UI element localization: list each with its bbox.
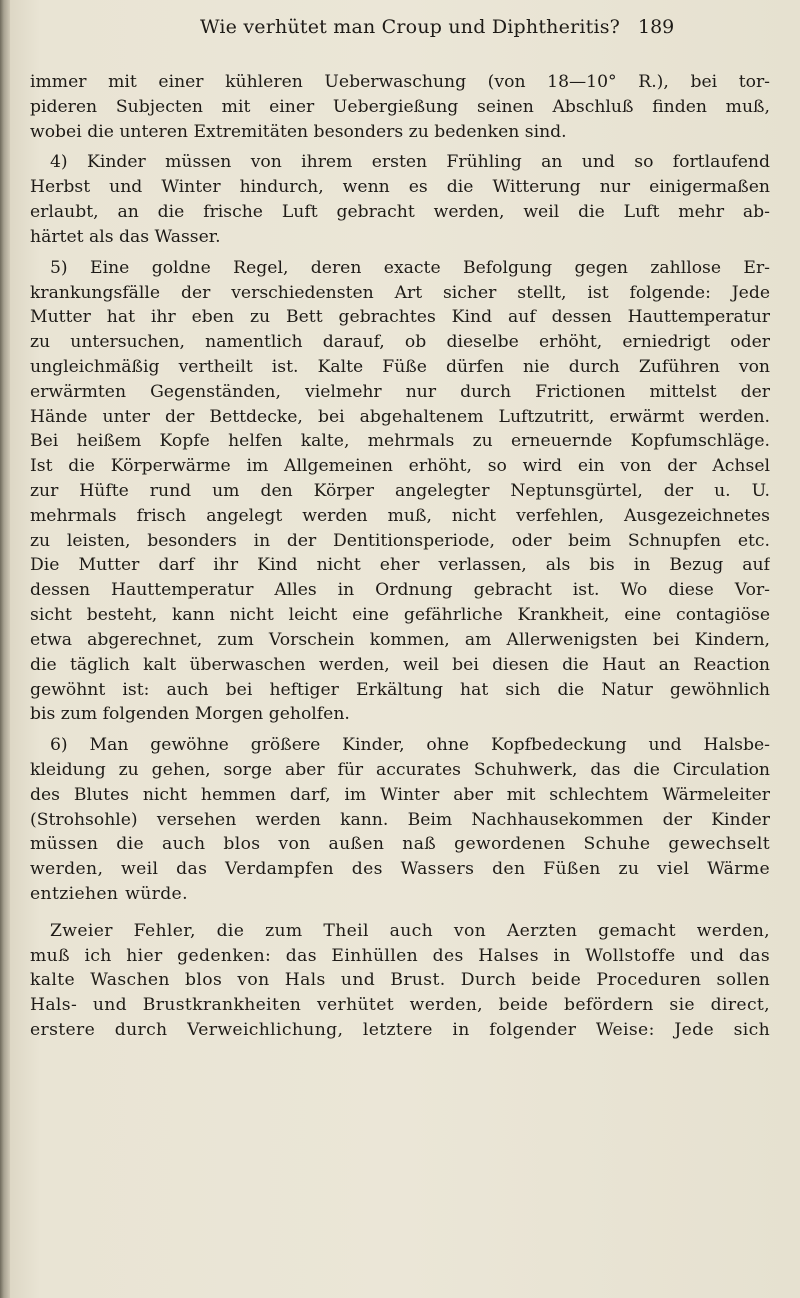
text-line: des Blutes nicht hemmen darf, im Winter aber mit schlechtem Wärmeleiter xyxy=(30,784,770,805)
text-line: zu untersuchen, namentlich darauf, ob dieselbe erhöht, erniedrigt oder xyxy=(30,332,770,353)
text-line: Bei heißem Kopfe helfen kalte, mehrmals zu erneuernde Kopfumschläge. xyxy=(30,431,770,452)
text-line: (Strohsohle) versehen werden kann. Beim Nachhausekommen der Kinder xyxy=(30,809,770,830)
running-header xyxy=(0,16,800,46)
text-line: 6) Man gewöhne größere Kinder, ohne Kopfbedeckung und Halsbe- xyxy=(50,735,770,756)
text-line: Herbst und Winter hindurch, wenn es die Witterung nur einigermaßen xyxy=(30,177,770,198)
text-line: mehrmals frisch angelegt werden muß, nicht verfehlen, Ausgezeichnetes xyxy=(30,505,770,526)
text-line: erwärmten Gegenständen, vielmehr nur durch Frictionen mittelst der xyxy=(30,381,770,402)
text-line: kalte Waschen blos von Hals und Brust. Durch beide Proceduren sollen xyxy=(30,970,770,991)
text-line: pideren Subjecten mit einer Uebergießung seinen Abschluß finden muß, xyxy=(30,96,770,117)
running-header-title: Wie verhütet man Croup und Diphtheritis? xyxy=(200,16,621,38)
text-line: Zweier Fehler, die zum Theil auch von Aerzten gemacht werden, xyxy=(50,920,770,941)
text-line: ungleichmäßig vertheilt ist. Kalte Füße dürfen nie durch Zuführen von xyxy=(30,356,770,377)
text-line: Ist die Körperwärme im Allgemeinen erhöht, so wird ein von der Achsel xyxy=(30,456,770,477)
text-line: Hände unter der Bettdecke, bei abgehaltenem Luftzutritt, erwärmt werden. xyxy=(30,406,770,427)
text-line: krankungsfälle der verschiedensten Art sicher stellt, ist folgende: Jede xyxy=(30,282,770,303)
text-line: muß ich hier gedenken: das Einhüllen des Halses in Wollstoffe und das xyxy=(30,945,770,966)
text-line: die täglich kalt überwaschen werden, weil bei diesen die Haut an Reaction xyxy=(30,654,770,675)
text-line: zu leisten, besonders in der Dentitionsperiode, oder beim Schnupfen etc. xyxy=(30,530,770,551)
text-line: Mutter hat ihr eben zu Bett gebrachtes Kind auf dessen Hauttemperatur xyxy=(30,307,770,328)
page-binding-edge xyxy=(0,0,10,1298)
text-line: härtet als das Wasser. xyxy=(30,226,221,247)
text-line: Die Mutter darf ihr Kind nicht eher verlassen, als bis in Bezug auf xyxy=(30,555,770,576)
text-line: bis zum folgenden Morgen geholfen. xyxy=(30,704,350,725)
text-line: sicht besteht, kann nicht leicht eine gefährliche Krankheit, eine contagiöse xyxy=(30,605,770,626)
text-line: erlaubt, an die frische Luft gebracht werden, weil die Luft mehr ab- xyxy=(30,202,770,223)
text-line: 5) Eine goldne Regel, deren exacte Befolgung gegen zahllose Er- xyxy=(50,257,770,278)
text-line: entziehen würde. xyxy=(30,884,188,904)
text-line: dessen Hauttemperatur Alles in Ordnung gebracht ist. Wo diese Vor- xyxy=(30,580,770,601)
text-line: müssen die auch blos von außen naß gewordenen Schuhe gewechselt xyxy=(30,834,770,855)
text-line: etwa abgerechnet, zum Vorschein kommen, am Allerwenigsten bei Kindern, xyxy=(30,629,770,650)
text-line: wobei die unteren Extremitäten besonders zu bedenken sind. xyxy=(30,121,567,142)
page-number: 189 xyxy=(638,16,675,38)
body-text xyxy=(30,70,770,1043)
text-line: zur Hüfte rund um den Körper angelegter Neptunsgürtel, der u. U. xyxy=(30,481,770,501)
text-line: werden, weil das Verdampfen des Wassers den Füßen zu viel Wärme xyxy=(30,859,770,880)
text-line: erstere durch Verweichlichung, letztere in folgender Weise: Jede sich xyxy=(30,1020,770,1041)
text-line: 4) Kinder müssen von ihrem ersten Frühling an und so fortlaufend xyxy=(50,152,770,173)
text-line: kleidung zu gehen, sorge aber für accurates Schuhwerk, das die Circulation xyxy=(30,759,770,780)
text-line: gewöhnt ist: auch bei heftiger Erkältung hat sich die Natur gewöhnlich xyxy=(30,679,770,700)
text-line: Hals- und Brustkrankheiten verhütet werden, beide befördern sie direct, xyxy=(30,995,770,1016)
text-line: immer mit einer kühleren Ueberwaschung (von 18—10° R.), bei tor- xyxy=(30,72,770,92)
